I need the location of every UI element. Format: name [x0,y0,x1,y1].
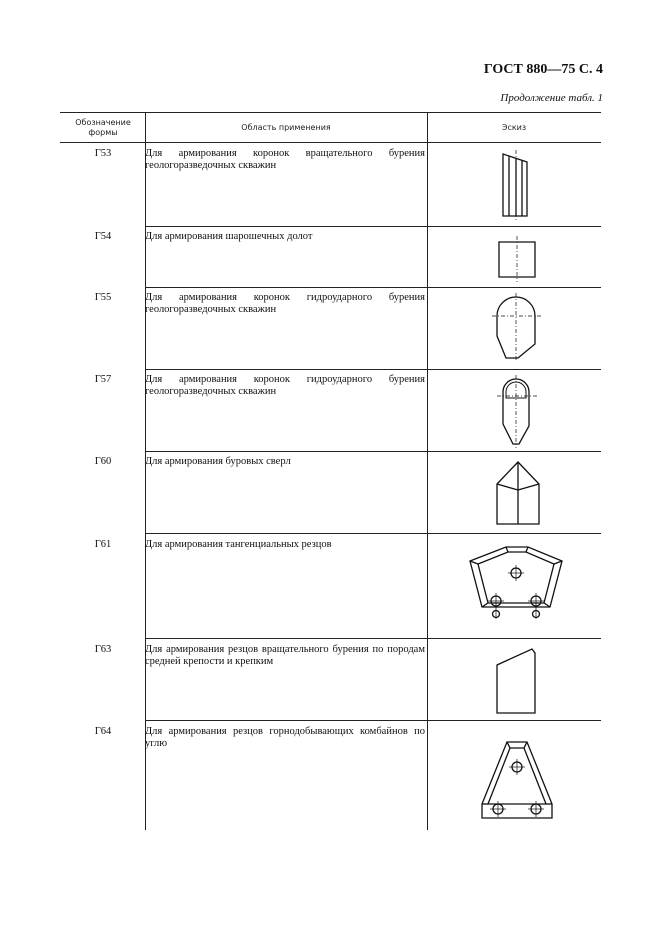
column-header-code: Обозначение формы [75,118,131,137]
row-application: Для армирования тангенциальных резцов [145,539,332,550]
row-code: Г53 [94,148,112,159]
square-insert-sketch [492,234,542,284]
row-application: Для армирования резцов вращательного бурения по породам средней крепости и крепким [145,644,425,667]
row-divider [145,533,601,534]
row-divider [145,287,601,288]
row-code: Г57 [94,374,112,385]
pointed-insert-sketch [490,458,546,530]
row-divider [145,369,601,370]
row-code: Г54 [94,231,112,242]
column-header-application: Область применения [241,123,331,132]
page-header: ГОСТ 880—75 С. 4 [483,62,603,77]
row-application: Для армирования коронок вращательного бурения геологоразведочных скважин [145,148,425,171]
narrow-rounded-insert-sketch [495,374,541,450]
column-header-sketch: Эскиз [501,123,527,132]
row-code: Г60 [94,456,112,467]
trapezoid-plate-sketch [478,738,558,828]
row-code: Г61 [94,539,112,550]
row-divider [145,720,601,721]
row-divider [145,451,601,452]
column-divider [427,112,428,830]
row-code: Г63 [94,644,112,655]
row-application: Для армирования коронок гидроударного бурения геологоразведочных скважин [145,374,425,397]
tangential-plate-sketch [466,543,566,623]
row-application: Для армирования шарошечных долот [145,231,313,242]
row-divider [145,638,601,639]
prism-insert-sketch [495,150,545,220]
row-divider [145,226,601,227]
row-application: Для армирования коронок гидроударного бурения геологоразведочных скважин [145,292,425,315]
row-code: Г64 [94,726,112,737]
row-code: Г55 [94,292,112,303]
slanted-insert-sketch [490,645,546,717]
header-bottom-border [60,142,601,143]
row-application: Для армирования буровых сверл [145,456,291,467]
column-divider [145,112,146,830]
table-top-border [60,112,601,113]
row-application: Для армирования резцов горнодобывающих комбайнов по углю [145,726,425,749]
table-continuation-label: Продолжение табл. 1 [500,92,603,104]
rounded-insert-sketch [490,292,546,364]
